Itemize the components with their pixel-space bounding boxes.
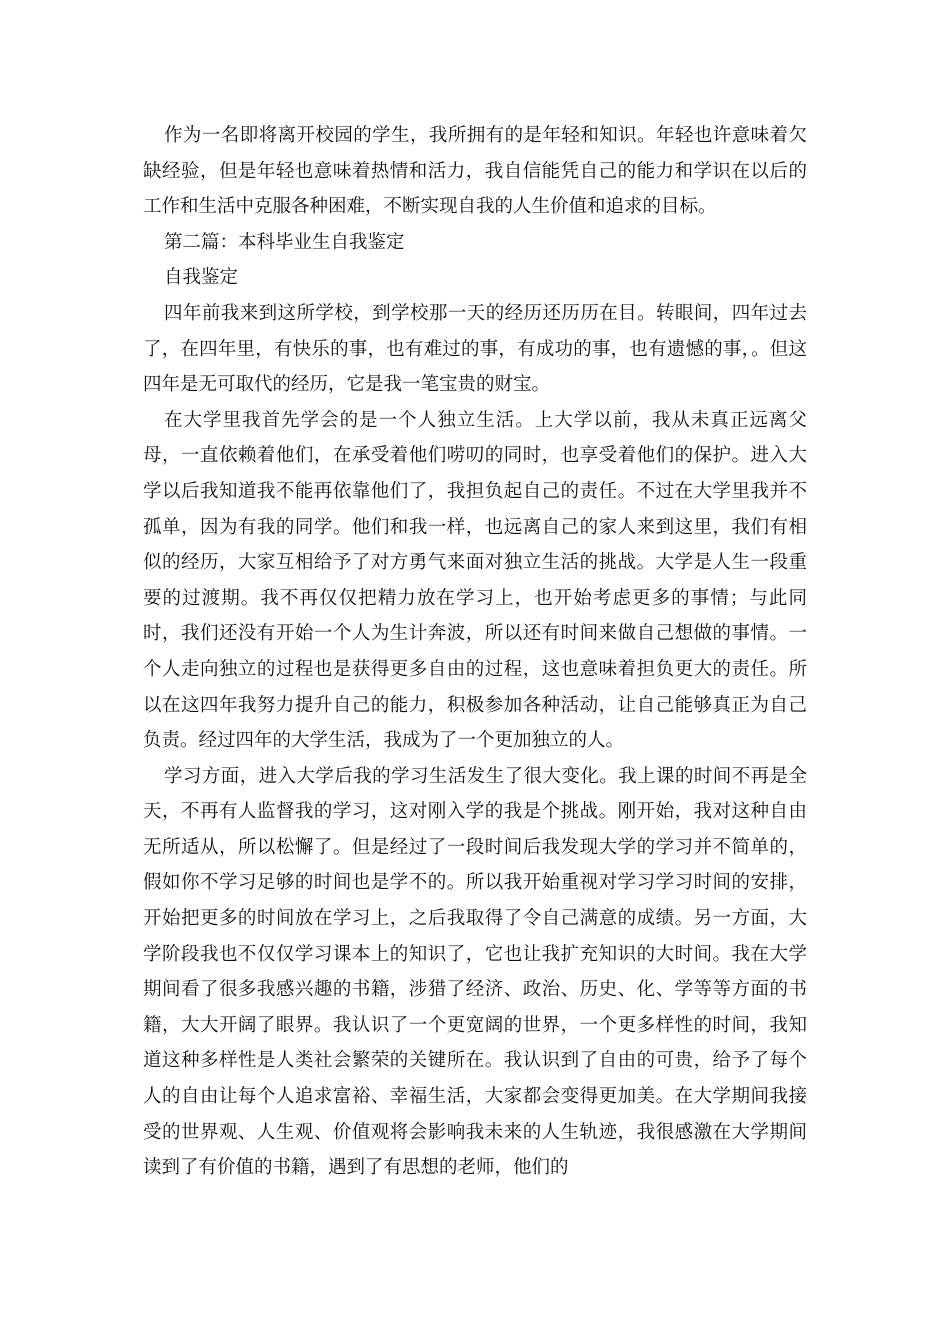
paragraph-four-years: 四年前我来到这所学校，到学校那一天的经历还历历在目。转眼间，四年过去了，在四年里，有快乐的事，也有难过的事，有成功的事，也有遗憾的事，。但这四年是无可取代的经历，它是我一笔宝贵的财宝。 — [143, 302, 807, 396]
subsection-heading: 自我鉴定 — [164, 267, 239, 289]
section-heading: 第二篇：本科毕业生自我鉴定 — [164, 231, 405, 253]
document-body — [143, 118, 807, 1186]
paragraph-study: 学习方面，进入大学后我的学习生活发生了很大变化。我上课的时间不再是全天，不再有人监督我的学习，这对刚入学的我是个挑战。刚开始，我对这种自由无所适从，所以松懈了。但是经过了一段时间后我发现大学的学习并不简单的，假如你不学习足够的时间也是学不的。所以我开始重视对学习学习时间的安排，开始把更多的时间放在学习上，之后我取得了令自己满意的成绩。另一方面，大学阶段我也不仅仅学习课本上的知识了，它也让我扩充知识的大时间。我在大学期间看了很多我感兴趣的书籍，涉猎了经济、政治、历史、化、学等等方面的书籍，大大开阔了眼界。我认识了一个更宽阔的世界，一个更多样性的时间，我知道这种多样性是人类社会繁荣的关键所在。我认识到了自由的可贵，给予了每个人的自由让每个人追求富裕、幸福生活，大家都会变得更加美。在大学期间我接受的世界观、人生观、价值观将会影响我未来的人生轨迹，我很感激在大学期间读到了有价值的书籍，遇到了有思想的老师，他们的 — [143, 765, 807, 1179]
paragraph-intro: 作为一名即将离开校园的学生，我所拥有的是年轻和知识。年轻也许意味着欠缺经验，但是年轻也意味着热情和活力，我自信能凭自己的能力和学识在以后的工作和生活中克服各种困难，不断实现自我的人生价值和追求的目标。 — [143, 125, 807, 218]
paragraph-independent-life: 在大学里我首先学会的是一个人独立生活。上大学以前，我从未真正远离父母，一直依赖着他们，在承受着他们唠叨的同时，也享受着他们的保护。进入大学以后我知道我不能再依靠他们了，我担负起自己的责任。不过在大学里我并不孤单，因为有我的同学。他们和我一样，也远离自己的家人来到这里，我们有相似的经历，大家互相给予了对方勇气来面对独立生活的挑战。大学是人生一段重要的过渡期。我不再仅仅把精力放在学习上，也开始考虑更多的事情；与此同时，我们还没有开始一个人为生计奔波，所以还有时间来做自己想做的事情。一个人走向独立的过程也是获得更多自由的过程，这也意味着担负更大的责任。所以在这四年我努力提升自己的能力，积极参加各种活动，让自己能够真正为自己负责。经过四年的大学生活，我成为了一个更加独立的人。 — [143, 409, 807, 752]
